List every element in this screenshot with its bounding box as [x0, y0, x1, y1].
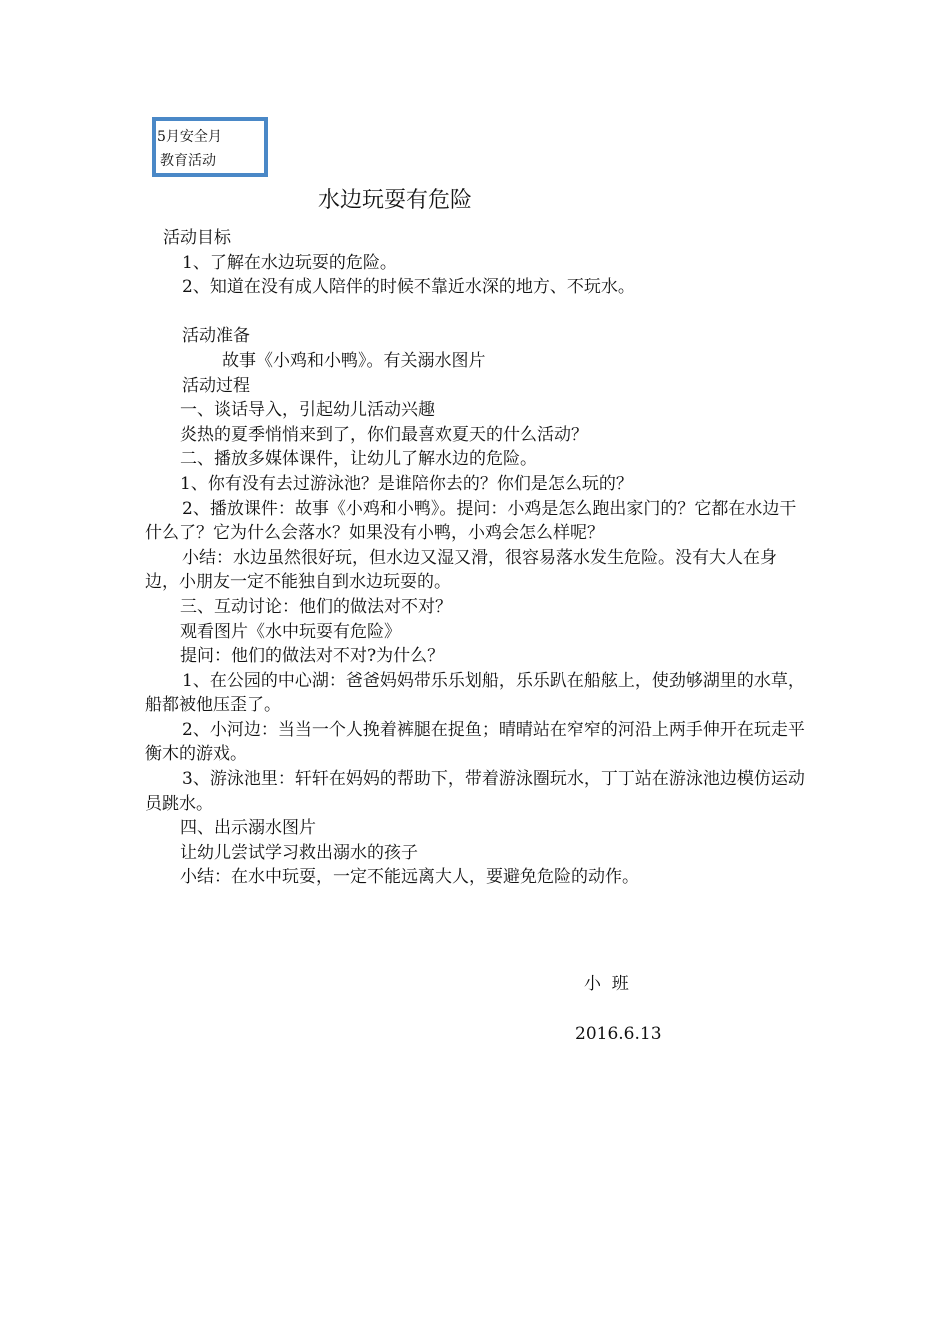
badge-line-1: 5月安全月 — [157, 129, 222, 145]
step-heading: 一、谈话导入，引起幼儿活动兴趣 — [180, 400, 435, 421]
document-title: 水边玩耍有危险 — [318, 188, 473, 213]
paragraph: 让幼儿尝试学习救出溺水的孩子 — [180, 842, 418, 863]
blank-line — [145, 300, 807, 325]
paragraph: 1、你有没有去过游泳池？是谁陪你去的？你们是怎么玩的？ — [180, 473, 633, 494]
activity-badge-box — [152, 117, 268, 177]
paragraph: 2、播放课件：故事《小鸡和小鸭》。提问：小鸡是怎么跑出家门的？它都在水边干什么了？它为什么会落水？如果没有小鸭，小鸡会怎么样呢？ — [145, 498, 797, 544]
scenario-paragraph: 2、小河边：当当一个人挽着裤腿在捉鱼；晴晴站在窄窄的河沿上两手伸开在玩走平衡木的游戏。 — [145, 719, 805, 765]
class-signature: 小 班 — [584, 974, 629, 994]
paragraph: 提问：他们的做法对不对?为什么？ — [180, 646, 445, 667]
summary-paragraph: 小结：水边虽然很好玩，但水边又湿又滑，很容易落水发生危险。没有大人在身边，小朋友一定不能独自到水边玩耍的。 — [145, 547, 777, 593]
section-heading-preparation: 活动准备 — [182, 326, 250, 347]
goal-item: 2、知道在没有成人陪伴的时候不靠近水深的地方、不玩水。 — [182, 277, 635, 298]
goal-item: 1、了解在水边玩耍的危险。 — [182, 252, 397, 273]
step-heading: 三、互动讨论：他们的做法对不对？ — [180, 596, 452, 617]
preparation-text: 故事《小鸡和小鸭》。有关溺水图片 — [222, 350, 486, 371]
paragraph: 炎热的夏季悄悄来到了，你们最喜欢夏天的什么活动？ — [180, 424, 588, 445]
scenario-paragraph: 3、游泳池里：轩轩在妈妈的帮助下，带着游泳圈玩水，丁丁站在游泳池边模仿运动员跳水。 — [145, 769, 805, 814]
section-heading-process: 活动过程 — [182, 375, 250, 396]
scenario-paragraph: 1、在公园的中心湖：爸爸妈妈带乐乐划船，乐乐趴在船舷上，使劲够湖里的水草，船都被他压歪了。 — [145, 670, 805, 716]
badge-line-2: 教育活动 — [160, 153, 216, 169]
section-heading-goals: 活动目标 — [163, 228, 231, 248]
summary-paragraph: 小结：在水中玩耍，一定不能远离大人，要避免危险的动作。 — [180, 867, 639, 888]
document-date: 2016.6.13 — [575, 1024, 662, 1044]
lesson-body — [145, 226, 807, 890]
paragraph: 观看图片《水中玩耍有危险》 — [180, 621, 401, 642]
step-heading: 二、播放多媒体课件，让幼儿了解水边的危险。 — [180, 449, 537, 470]
step-heading: 四、出示溺水图片 — [180, 818, 316, 839]
